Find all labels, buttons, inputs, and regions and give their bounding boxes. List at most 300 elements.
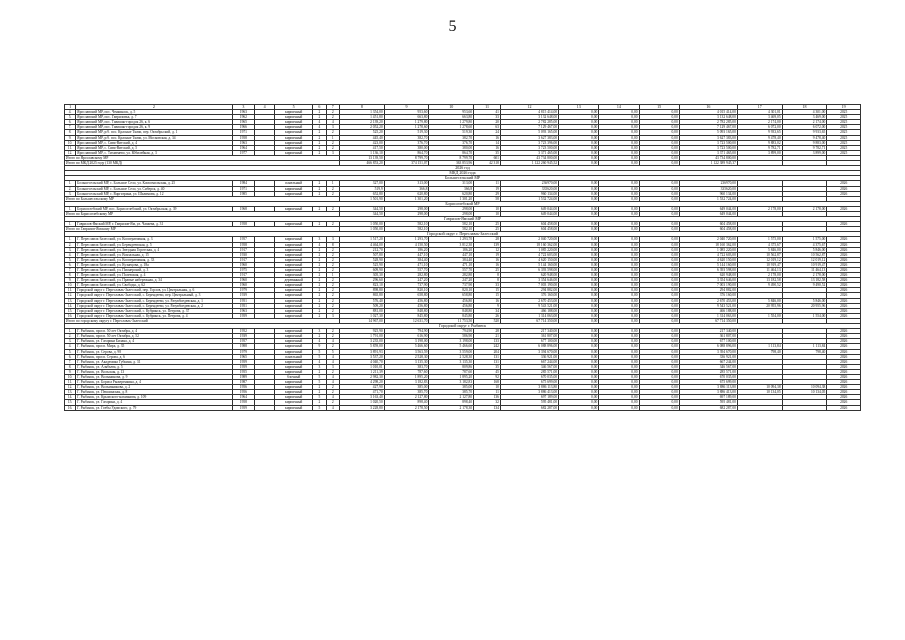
cell-e: 3	[326, 313, 339, 318]
cell-i: 0,00	[639, 222, 679, 227]
cell-n: 5.	[65, 115, 76, 120]
cell-j: 3 723 500,00	[679, 145, 737, 150]
cell-name: Городской округ г. Переславль-Залесский, с. Кубринск, ул. Петрова, д. 37	[76, 308, 233, 313]
cell-j: 7 129 467,00	[679, 125, 737, 130]
cell-j: 4 015 414,00	[679, 110, 737, 115]
cell-b: 616,90	[384, 334, 429, 339]
cell-d: 2026	[827, 344, 861, 349]
cell-a: 576,40	[339, 298, 384, 303]
cell-d: 2026	[827, 298, 861, 303]
cell-h: 0,00	[599, 400, 639, 405]
cell-g: 0,00	[559, 110, 599, 115]
cell-n: 5.	[65, 257, 76, 262]
cell-h: 0,00	[599, 125, 639, 130]
cell-h: 0,00	[599, 268, 639, 273]
cell-y: 1979	[232, 349, 254, 354]
cell-y: 1971	[232, 186, 254, 191]
cell-i: 0,00	[639, 395, 679, 400]
cell-w: кирпичный	[275, 135, 313, 140]
column-number-cell: 8	[339, 105, 384, 110]
cell-f: 5	[313, 380, 326, 385]
cell-l: 10 094,38	[737, 385, 782, 390]
cell-p: 25	[474, 222, 501, 227]
cell-e: 2	[326, 140, 339, 145]
cell-b: 5 466,60	[384, 344, 429, 349]
total-value: 604 458,00	[500, 227, 558, 232]
cell-y: 1958	[232, 400, 254, 405]
cell-e: 2	[326, 206, 339, 211]
cell-f: 2	[313, 222, 326, 227]
cell-p: 28	[474, 237, 501, 242]
cell-c: 848,80	[429, 308, 474, 313]
cell-h: 0,00	[599, 110, 639, 115]
cell-f: 2	[313, 283, 326, 288]
cell-e: 2	[326, 283, 339, 288]
cell-name: Борисоглебский МР, пос. Борисоглебский, ул. Октябрьская, д. 39	[76, 206, 233, 211]
cell-c: 456,80	[429, 303, 474, 308]
cell-name: Ярославский МР, с. Сива-Витский, д. 5	[76, 145, 233, 150]
cell-d: 2026	[827, 303, 861, 308]
cell-w: кирпичный	[275, 257, 313, 262]
cell-t: 2 040 720,00	[500, 237, 558, 242]
cell-b: 845,80	[384, 313, 429, 318]
cell-i: 0,00	[639, 380, 679, 385]
cell-name: Г. Рыбинск, ул. Алябьева, д. 5	[76, 364, 233, 369]
cell-d: 2026	[827, 374, 861, 379]
cell-a: 296,60	[339, 278, 384, 283]
cell-h: 0,00	[599, 206, 639, 211]
cell-b: 4 150,50	[384, 242, 429, 247]
cell-y: 1939	[232, 293, 254, 298]
cell-p: 63	[474, 125, 501, 130]
cell-f: 5	[313, 405, 326, 410]
cell-d: 2026	[827, 206, 861, 211]
cell-g: 0,00	[559, 262, 599, 267]
cell-t: 604 458,00	[500, 222, 558, 227]
cell-h: 0,00	[599, 405, 639, 410]
cell-y: 1964	[232, 145, 254, 150]
cell-m: 2 178,00	[782, 273, 827, 278]
cell-i: 0,00	[639, 278, 679, 283]
cell-a: 2 982,30	[339, 374, 384, 379]
cell-f: 2	[313, 400, 326, 405]
cell-h: 0,00	[599, 273, 639, 278]
cell-p: 33	[474, 283, 501, 288]
cell-c: 384,40	[429, 257, 474, 262]
cell-i: 0,00	[639, 405, 679, 410]
cell-d: 2026	[827, 400, 861, 405]
cell-p: 25	[474, 268, 501, 273]
cell-e: 2	[326, 247, 339, 252]
total-value: 298,00	[384, 211, 429, 216]
cell-b: 519,30	[384, 130, 429, 135]
cell-m: 12 019,12	[782, 257, 827, 262]
total-value: 0,00	[639, 318, 679, 323]
cell-d: 2026	[827, 278, 861, 283]
total-value: 0,00	[559, 227, 599, 232]
cell-i: 0,00	[639, 262, 679, 267]
cell-n: 6.	[65, 262, 76, 267]
cell-n: 4.	[65, 344, 76, 349]
cell-g: 0,00	[559, 359, 599, 364]
total-value: 1 532 724,00	[679, 196, 737, 201]
cell-j: 1 314 063,00	[679, 313, 737, 318]
total-value: 0,00	[559, 211, 599, 216]
column-number-cell: 15	[639, 105, 679, 110]
cell-w: кирпичный	[275, 344, 313, 349]
cell-d: 2026	[827, 247, 861, 252]
cell-i: 0,00	[639, 237, 679, 242]
cell-l: 10 562,87	[737, 252, 782, 257]
cell-c: 3 135,30	[429, 359, 474, 364]
cell-d: 2026	[827, 242, 861, 247]
cell-e: 2	[326, 252, 339, 257]
cell-w: кирпичный	[275, 237, 313, 242]
cell-p: 136	[474, 395, 501, 400]
cell-y: 1959	[232, 359, 254, 364]
cell-f: 2	[313, 257, 326, 262]
cell-e: 2	[326, 308, 339, 313]
cell-c: 663,80	[429, 115, 474, 120]
cell-n: 12.	[65, 385, 76, 390]
column-number-cell: 16	[679, 105, 737, 110]
cell-y: 1960	[232, 262, 254, 267]
cell-name: Городской округ г. Переславль-Залесский, пер. Горлов, ул. Центральная, д. 6	[76, 288, 233, 293]
cell-i: 0,00	[639, 329, 679, 334]
cell-a: 344,50	[339, 206, 384, 211]
cell-m: 5 846,00	[782, 298, 827, 303]
cell-g: 0,00	[559, 206, 599, 211]
cell-c: 864,70	[429, 150, 474, 155]
cell-e: 2	[326, 186, 339, 191]
cell-w: кирпичный	[275, 247, 313, 252]
cell-n: 14.	[65, 395, 76, 400]
cell-h: 0,00	[599, 242, 639, 247]
cell-p: 16	[474, 145, 501, 150]
cell-c: 447,10	[429, 252, 474, 257]
cell-e: 1	[326, 135, 339, 140]
cell-y: 1963	[232, 110, 254, 115]
total-value: 0,00	[559, 155, 599, 160]
cell-w: кирпичный	[275, 298, 313, 303]
cell-h: 0,00	[599, 395, 639, 400]
cell-y: 1951	[232, 298, 254, 303]
cell-i: 0,00	[639, 334, 679, 339]
cell-name: Ярославский МР, р/б. пос. Красные Ткачи, ул. Московская, д. 34	[76, 135, 233, 140]
cell-a: 1 354,00	[339, 110, 384, 115]
cell-a: 212,70	[339, 247, 384, 252]
cell-d: 2025	[827, 130, 861, 135]
cell-m: 2 178,00	[782, 206, 827, 211]
cell-g: 0,00	[559, 145, 599, 150]
cell-b: 384,40	[384, 257, 429, 262]
cell-d: 2026	[827, 181, 861, 186]
cell-y: 1989	[232, 374, 254, 379]
column-number-cell: 6	[313, 105, 326, 110]
cell-p: 16	[474, 298, 501, 303]
cell-e: 5	[326, 349, 339, 354]
cell-i: 0,00	[639, 293, 679, 298]
cell-w: кирпичный	[275, 405, 313, 410]
cell-e: 2	[326, 303, 339, 308]
cell-i: 0,00	[639, 125, 679, 130]
cell-j: 2 670 453,00	[679, 298, 737, 303]
cell-name: Городской округ г. Переславль-Залесский, с. Берендеево, ул. Разувбоедевская, д. 1	[76, 298, 233, 303]
cell-a: 1 451,80	[339, 115, 384, 120]
cell-y: 1985	[232, 191, 254, 196]
cell-y: 1977	[232, 150, 254, 155]
cell-j: 4 722 603,00	[679, 252, 737, 257]
cell-l: 1 554,00	[737, 313, 782, 318]
cell-w: кирпичный	[275, 206, 313, 211]
cell-m: 2 174,00	[782, 120, 827, 125]
cell-w: кирпичный	[275, 268, 313, 273]
cell-name: Г. Рыбинск, просп. Мира, д. 35	[76, 344, 233, 349]
total-value: 1 050,00	[339, 227, 384, 232]
total-value: 374 151,07	[384, 161, 429, 166]
cell-c: 845,80	[429, 313, 474, 318]
cell-name: Ярославский МР, пос. Тавишак-городок 26, к. 6	[76, 120, 233, 125]
cell-i: 0,00	[639, 181, 679, 186]
cell-j: 18 160 362,00	[679, 242, 737, 247]
cell-p: 10	[474, 206, 501, 211]
cell-g: 0,00	[559, 181, 599, 186]
cell-n: 12.	[65, 150, 76, 155]
total-label: Итого по городскому округу г. Переславль-Залесский	[65, 318, 340, 323]
cell-h: 0,00	[599, 293, 639, 298]
cell-g: 0,00	[559, 390, 599, 395]
total-value: 0,00	[559, 318, 599, 323]
cell-i: 0,00	[639, 349, 679, 354]
cell-n: 11.	[65, 380, 76, 385]
cell-f: 2	[313, 390, 326, 395]
cell-i: 0,00	[639, 339, 679, 344]
cell-j: 466 188,00	[679, 308, 737, 313]
cell-y: 1963	[232, 140, 254, 145]
cell-d: 2026	[827, 334, 861, 339]
cell-d: 2026	[827, 293, 861, 298]
cell-f: 5	[313, 354, 326, 359]
cell-g: 0,00	[559, 303, 599, 308]
cell-name: Большесельский МР, с. Большое Село, ул. Сиберск, д. 40	[76, 186, 233, 191]
cell-n: 1.	[65, 237, 76, 242]
cell-name: Городской округ г. Переславль-Залесский, с. Кубринск, ул. Петрова, д. 4	[76, 313, 233, 318]
cell-e: 4	[326, 395, 339, 400]
cell-e: 4	[326, 405, 339, 410]
cell-h: 0,00	[599, 344, 639, 349]
cell-d: 2026	[827, 385, 861, 390]
cell-i: 0,00	[639, 385, 679, 390]
cell-f: 4	[313, 120, 326, 125]
cell-y: 1988	[232, 344, 254, 349]
cell-c: 382,70	[429, 135, 474, 140]
cell-m: 6 072,00	[782, 125, 827, 130]
cell-b: 382,70	[384, 135, 429, 140]
cell-t: 3 723 396,00	[500, 140, 558, 145]
cell-m: 1 575,00	[782, 237, 827, 242]
cell-f: 2	[313, 135, 326, 140]
cell-a: 1 136,10	[339, 150, 384, 155]
column-number-cell: 13	[559, 105, 599, 110]
cell-h: 0,00	[599, 283, 639, 288]
cell-w: кирпичный	[275, 359, 313, 364]
cell-l: 3 899,00	[737, 150, 782, 155]
cell-f: 2	[313, 247, 326, 252]
cell-y: 1930	[232, 252, 254, 257]
cell-n: 1.	[65, 222, 76, 227]
cell-n: 6.	[65, 354, 76, 359]
cell-p: 29	[474, 191, 501, 196]
cell-l: 9 883,02	[737, 140, 782, 145]
total-value: 0,00	[599, 196, 639, 201]
cell-n: 1.	[65, 181, 76, 186]
cell-y: 1964	[232, 395, 254, 400]
cell-a: 525,20	[339, 130, 384, 135]
cell-p: 33	[474, 115, 501, 120]
cell-p: 19	[474, 186, 501, 191]
cell-f: 2	[313, 308, 326, 313]
cell-h: 0,00	[599, 140, 639, 145]
cell-name: Г. Переславль-Залесский, ул. Правые набережная, д. 34	[76, 278, 233, 283]
cell-t: 3 723 500,00	[500, 145, 558, 150]
cell-t: 3 354 646,00	[500, 278, 558, 283]
cell-t: 217 340,00	[500, 329, 558, 334]
cell-p: 11	[474, 390, 501, 395]
cell-e: 2	[326, 385, 339, 390]
cell-j: 217 340,00	[679, 329, 737, 334]
cell-m	[782, 405, 827, 410]
cell-c: 582,10	[429, 222, 474, 227]
cell-p: 139	[474, 242, 501, 247]
cell-name: Г. Переславль-Залесский, ул. Полевская, д. 4	[76, 273, 233, 278]
cell-l: 10 919,47	[737, 262, 782, 267]
cell-y: 1917	[232, 257, 254, 262]
cell-g: 0,00	[559, 349, 599, 354]
cell-j: 346 567,00	[679, 364, 737, 369]
cell-t: 376 160,00	[500, 293, 558, 298]
cell-a: 509,20	[339, 303, 384, 308]
cell-e: 4	[326, 380, 339, 385]
cell-d: 2026	[827, 359, 861, 364]
cell-n: 3.	[65, 339, 76, 344]
cell-a: 3 228,80	[339, 405, 384, 410]
cell-g: 0,00	[559, 191, 599, 196]
total-value: 43 734 800,00	[500, 155, 558, 160]
cell-t: 18 160 362,00	[500, 242, 558, 247]
cell-m: 798,40	[782, 349, 827, 354]
cell-f: 2	[313, 268, 326, 273]
cell-d: 2025	[827, 150, 861, 155]
cell-l: 2 174,00	[737, 120, 782, 125]
cell-t: 675 699,00	[500, 380, 558, 385]
cell-name: Г. Рыбинск, ул. Пешаинская, д. 8	[76, 390, 233, 395]
cell-d: 2026	[827, 380, 861, 385]
total-value: 0,00	[639, 211, 679, 216]
cell-t: 336 921,00	[500, 354, 558, 359]
cell-m: 4 375,67	[782, 242, 827, 247]
cell-e: 2	[326, 222, 339, 227]
cell-d: 2026	[827, 252, 861, 257]
total-value: 0,00	[599, 161, 639, 166]
column-number-cell: 10	[429, 105, 474, 110]
column-number-cell: 18	[782, 105, 827, 110]
cell-b: 898,40	[384, 400, 429, 405]
cell-c: 787,60	[429, 369, 474, 374]
cell-y: 1951	[232, 303, 254, 308]
cell-w: кирпичный	[275, 273, 313, 278]
cell-t: 2 670 453,00	[500, 298, 558, 303]
cell-p: 24	[474, 130, 501, 135]
cell-n: 2.	[65, 242, 76, 247]
cell-c: 953,60	[429, 110, 474, 115]
cell-f: 2	[313, 273, 326, 278]
cell-f: 2	[313, 115, 326, 120]
cell-j: 335620,00	[679, 186, 737, 191]
total-value: 0,00	[639, 227, 679, 232]
cell-l: 798,40	[737, 349, 782, 354]
cell-c: 820,10	[429, 288, 474, 293]
cell-p: 19	[474, 252, 501, 257]
total-value: 1 301,20	[384, 196, 429, 201]
cell-h: 0,00	[599, 329, 639, 334]
cell-y: 1957	[232, 237, 254, 242]
cell-w: кирпичный	[275, 186, 313, 191]
cell-y: 1957	[232, 339, 254, 344]
cell-name: Г. Рыбинск, ул. Гоебы Удамского, д. 79	[76, 405, 233, 410]
cell-t: 960 134,00	[500, 191, 558, 196]
cell-f: 2	[313, 186, 326, 191]
cell-c: 380,00	[429, 145, 474, 150]
cell-h: 0,00	[599, 135, 639, 140]
cell-a: 1 020,50	[339, 400, 384, 405]
cell-d: 2026	[827, 405, 861, 410]
cell-p: 92	[474, 374, 501, 379]
cell-t: 1 085 220,00	[500, 247, 558, 252]
cell-c: 385,70	[429, 390, 474, 395]
cell-g: 0,00	[559, 120, 599, 125]
cell-t: 335620,00	[500, 186, 558, 191]
cell-b: 247,20	[384, 278, 429, 283]
cell-j: 3 354 646,00	[679, 278, 737, 283]
cell-t: 649 044,00	[500, 206, 558, 211]
cell-i: 0,00	[639, 110, 679, 115]
cell-n: 10.	[65, 140, 76, 145]
cell-a: 1 050,00	[339, 222, 384, 227]
cell-b: 3 198,00	[384, 339, 429, 344]
cell-n: 11.	[65, 288, 76, 293]
cell-j: 6 088 896,00	[679, 344, 737, 349]
cell-g: 0,00	[559, 288, 599, 293]
cell-n: 6.	[65, 120, 76, 125]
total-value: 1 122 389 945,37	[679, 161, 737, 166]
cell-l: 9 490,52	[737, 283, 782, 288]
cell-t: 3 886 413,00	[500, 390, 558, 395]
cell-y: 1975	[232, 268, 254, 273]
cell-a: 4 298,20	[339, 380, 384, 385]
cell-n: 7.	[65, 125, 76, 130]
cell-h: 0,00	[599, 380, 639, 385]
cell-e: 2	[326, 293, 339, 298]
cell-i: 0,00	[639, 120, 679, 125]
cell-l: 1 113,84	[737, 344, 782, 349]
cell-g: 0,00	[559, 268, 599, 273]
cell-e: 2	[326, 262, 339, 267]
cell-h: 0,00	[599, 303, 639, 308]
cell-j: 376 160,00	[679, 293, 737, 298]
total-value: 649 044,00	[679, 211, 737, 216]
cell-b: 787,60	[384, 369, 429, 374]
cell-d: 2026	[827, 191, 861, 196]
